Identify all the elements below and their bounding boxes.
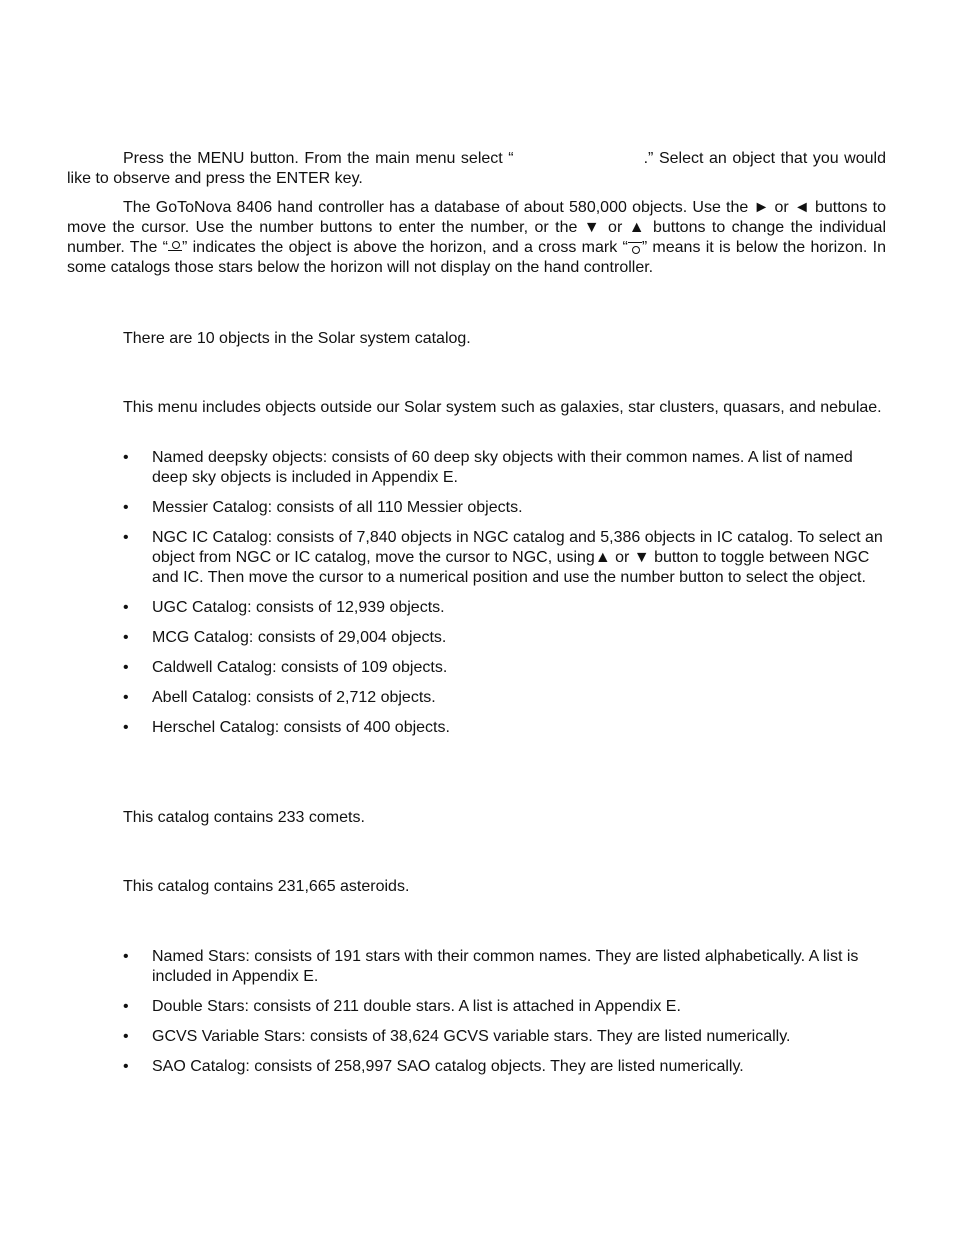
list-item: • MCG Catalog: consists of 29,004 objects. <box>123 629 447 646</box>
list-item: • NGC IC Catalog: consists of 7,840 objects in NGC catalog and 5,386 objects in IC catalog. To select an object from NGC or IC catalog, move the cursor to NGC, using▲ or ▼ button to toggle between NGC and IC. Then move the cursor to a numerical position and use the number button to select the object. <box>123 529 883 586</box>
list-item: • Double Stars: consists of 211 double stars. A list is attached in Appendix E. <box>123 998 681 1015</box>
list-item: • Named Stars: consists of 191 stars with their common names. They are listed alphabetically. A list is included in Appendix E. <box>123 948 859 985</box>
list-item: • SAO Catalog: consists of 258,997 SAO catalog objects. They are listed numerically. <box>123 1058 744 1075</box>
bullet-icon: • <box>123 449 129 466</box>
asteroids-text: This catalog contains 231,665 asteroids. <box>123 878 410 895</box>
deepsky-list <box>123 448 886 748</box>
list-item: • Abell Catalog: consists of 2,712 objects. <box>123 689 436 706</box>
stars-list <box>123 947 886 1087</box>
bullet-icon: • <box>123 689 129 706</box>
list-item: • GCVS Variable Stars: consists of 38,624 GCVS variable stars. They are listed numerically. <box>123 1028 791 1045</box>
bullet-icon: • <box>123 948 129 965</box>
list-item: • UGC Catalog: consists of 12,939 objects. <box>123 599 445 616</box>
below-horizon-icon <box>628 240 642 254</box>
bullet-icon: • <box>123 499 129 516</box>
list-item: • Caldwell Catalog: consists of 109 objects. <box>123 659 448 676</box>
above-horizon-icon <box>168 240 182 254</box>
bullet-icon: • <box>123 1058 129 1075</box>
deepsky-intro: This menu includes objects outside our Solar system such as galaxies, star clusters, quasars, and nebulae. <box>123 399 882 416</box>
intro-paragraph-2 <box>67 198 886 278</box>
intro-paragraph-1 <box>67 149 886 189</box>
bullet-icon: • <box>123 529 129 546</box>
solar-system-text: There are 10 objects in the Solar system catalog. <box>123 330 471 347</box>
bullet-icon: • <box>123 719 129 736</box>
intro-p1-start: Press the MENU button. From the main menu select “ <box>123 150 514 167</box>
list-item: • Herschel Catalog: consists of 400 objects. <box>123 719 450 736</box>
bullet-icon: • <box>123 629 129 646</box>
intro-p2-middle: ” indicates the object is above the horizon, and a cross mark “ <box>182 239 628 256</box>
bullet-icon: • <box>123 998 129 1015</box>
list-item: • Messier Catalog: consists of all 110 Messier objects. <box>123 499 523 516</box>
bullet-icon: • <box>123 599 129 616</box>
intro-p1-end: .” Select an object that you would like to observe and press the ENTER key. <box>67 150 886 187</box>
bullet-icon: • <box>123 659 129 676</box>
intro-p2-end: ” means it is below the horizon. In some catalogs those stars below the horizon will not display on the hand controller. <box>67 239 887 276</box>
intro-p2-start: The GoToNova 8406 hand controller has a database of about 580,000 objects. Use the ► or ◄ buttons to move the cursor. Use the number buttons to enter the number, or the ▼ or ▲ buttons to change the individual number. The “ <box>67 199 886 256</box>
comets-text: This catalog contains 233 comets. <box>123 809 365 826</box>
list-item: • Named deepsky objects: consists of 60 deep sky objects with their common names. A list of named deep sky objects is included in Appendix E. <box>123 449 853 486</box>
bullet-icon: • <box>123 1028 129 1045</box>
